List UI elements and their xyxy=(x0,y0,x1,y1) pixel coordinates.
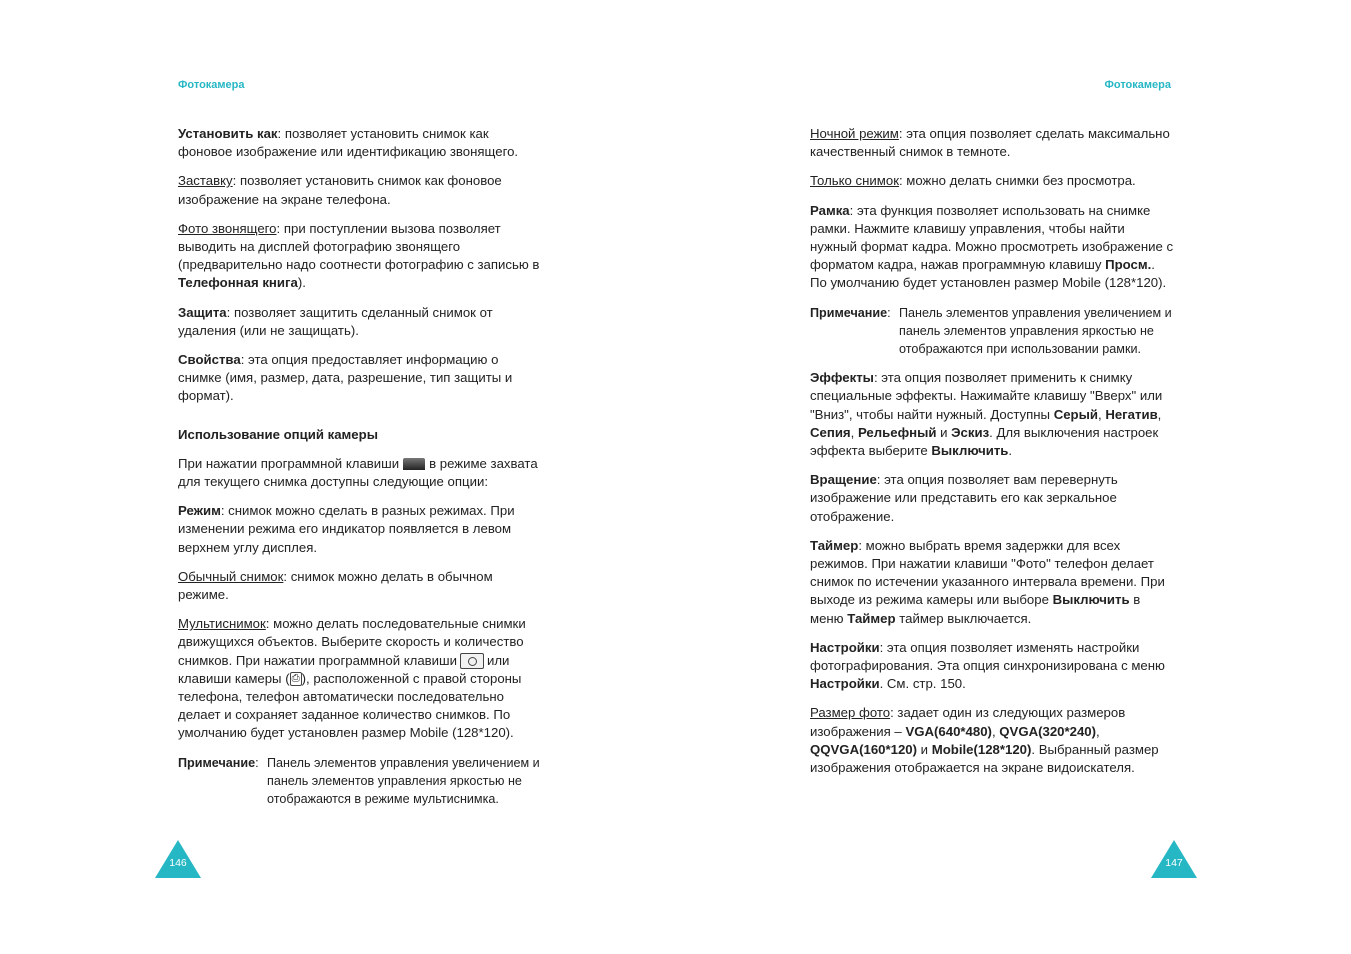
paragraph-wallpaper: Заставку: позволяет установить снимок как фоновое изображение на экране телефона. xyxy=(178,173,502,207)
term: Обычный снимок xyxy=(178,568,284,584)
paragraph-set-as: Установить как: позволяет установить снимок как фоновое изображение или идентификацию звонящего. xyxy=(178,126,519,160)
right-page xyxy=(676,0,1351,954)
page-header: Фотокамера xyxy=(1104,79,1171,91)
paragraph-mode: Режим: снимок можно сделать в разных режимах. При изменении режима его индикатор появляется в левом верхнем углу дисплея. xyxy=(178,503,515,555)
term: Установить как xyxy=(178,126,278,141)
note-text: Панель элементов управления увеличением и панель элементов управления яркостью не отображаются при использовании рамки. xyxy=(899,305,1172,357)
paragraph-normal-shot: Обычный снимок: снимок можно делать в обычном режиме. xyxy=(178,568,493,603)
section-heading: Использование опций камеры xyxy=(178,426,378,442)
term: Свойства xyxy=(178,352,241,368)
paragraph-settings: Настройки: эта опция позволяет изменять настройки фотографирования. Эта опция синхронизирована с меню Настройки. См. стр. 150. xyxy=(810,639,1165,692)
term: Фото звонящего xyxy=(178,220,277,236)
term: Мультиснимок xyxy=(178,616,266,632)
page-content xyxy=(178,125,542,819)
paragraph-rotation: Вращение: эта опция позволяет вам перевернуть изображение или представить его как зеркальное отображение. xyxy=(810,472,1118,524)
paragraph-effects: Эффекты: эта опция позволяет применить к снимку специальные эффекты. Нажимайте клавишу "Вверх" или "Вниз", чтобы найти нужный. Доступны Серый, Негатив, Сепия, Рельефный и Эскиз. Для выключения настроек эффекта выберите Выключить. xyxy=(810,370,1163,459)
page-content xyxy=(810,125,1174,788)
note: Примечание: Панель элементов управления увеличением и панель элементов управления яркостью не отображаются при использовании рамки. xyxy=(810,304,1174,359)
paragraph-protection: Защита: позволяет защитить сделанный снимок от удаления (или не защищать). xyxy=(178,304,493,338)
note-label: Примечание xyxy=(178,755,256,770)
paragraph-multishot: Мультиснимок: можно делать последовательные снимки движущихся объектов. Выберите скорость и количество снимков. При нажатии программной клавиши или клавиши камеры ( ⎙ ), расположенной с правой стороны телефона, телефон автоматически последовательно делает и сохраняет заданное количество снимков. По умолчанию будет установлен размер Mobile (128*120). xyxy=(178,616,526,741)
note-label: Примечание xyxy=(810,305,888,320)
camera-side-key-icon: ⎙ xyxy=(291,673,300,685)
page-header: Фотокамера xyxy=(178,79,245,91)
paragraph-shot-only: Только снимок: можно делать снимки без просмотра. xyxy=(810,173,1136,189)
term: Режим xyxy=(178,503,221,519)
paragraph-caller-photo: Фото звонящего: при поступлении вызова позволяет выводить на дисплей фотографию звонящего (предварительно надо соотнести фотографию с записью в Телефонная книга). xyxy=(178,220,540,291)
term: Таймер xyxy=(810,537,859,553)
softkey-icon xyxy=(403,458,425,470)
note-text: Панель элементов управления увеличением и панель элементов управления яркостью не отображаются в режиме мультиснимка. xyxy=(267,755,540,807)
paragraph-intro: При нажатии программной клавиши в режиме захвата для текущего снимка доступны следующие опции: xyxy=(178,455,538,490)
term: Размер фото xyxy=(810,705,891,721)
term: Вращение xyxy=(810,472,877,488)
term: Настройки xyxy=(810,639,880,655)
term: Заставку xyxy=(178,173,233,189)
term: Рамка xyxy=(810,202,850,218)
term: Только снимок xyxy=(810,173,899,189)
term: Защита xyxy=(178,304,227,320)
paragraph-photo-size: Размер фото: задает один из следующих размеров изображения – VGA(640*480), QVGA(320*240), QQVGA(160*120) и Mobile(128*120). Выбранный размер изображения отображается на экране видоискателя. xyxy=(810,705,1159,776)
note: Примечание: Панель элементов управления увеличением и панель элементов управления яркостью не отображаются в режиме мультиснимка. xyxy=(178,754,542,809)
term: Эффекты xyxy=(810,370,874,386)
camera-softkey-icon xyxy=(460,653,484,669)
left-page xyxy=(0,0,675,954)
term: Ночной режим xyxy=(810,126,899,141)
paragraph-night-mode: Ночной режим: эта опция позволяет сделать максимально качественный снимок в темноте. xyxy=(810,126,1170,160)
paragraph-timer: Таймер: можно выбрать время задержки для всех режимов. При нажатии клавиши "Фото" телефон делает снимок по истечении указанного интервала времени. При выходе из режима камеры или выборе Выключить в меню Таймер таймер выключается. xyxy=(810,537,1165,626)
page-number: 147 xyxy=(1165,857,1183,869)
paragraph-frame: Рамка: эта функция позволяет использовать на снимке рамки. Нажмите клавишу управления, чтобы найти нужный формат кадра. Можно просмотреть изображение с форматом кадра, нажав программную клавишу Просм.. По умолчанию будет установлен размер Mobile (128*120). xyxy=(810,202,1174,291)
page-number: 146 xyxy=(169,857,187,869)
paragraph-properties: Свойства: эта опция предоставляет информацию о снимке (имя, размер, дата, разрешение, тип защиты и формат). xyxy=(178,352,513,404)
